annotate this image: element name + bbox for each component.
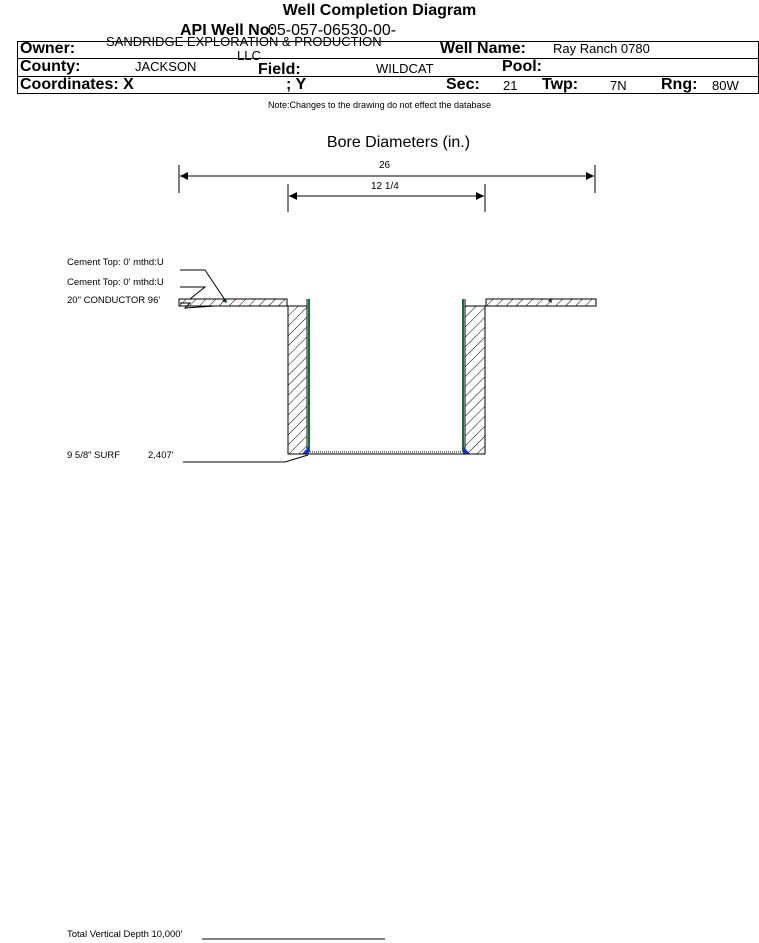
casing-shoe-markers: [302, 446, 470, 454]
owner-value: SANDRIDGE EXPLORATION & PRODUCTION: [106, 34, 382, 49]
surface-casing-string: [309, 299, 463, 452]
outer-diameter-label: 26: [379, 160, 391, 171]
inner-diameter-dimension: [288, 184, 485, 212]
owner-value-cont: LLC: [237, 48, 261, 63]
coord-x-label: Coordinates: X: [20, 76, 134, 93]
sec-label: Sec:: [446, 76, 480, 93]
diagram-title: Well Completion Diagram: [282, 2, 477, 19]
hole-bottom: [288, 452, 485, 454]
owner-label: Owner:: [20, 40, 76, 57]
pool-label: Pool:: [502, 58, 542, 75]
well-name-value: Ray Ranch 0780: [553, 41, 650, 56]
annotation-leaders: [180, 270, 385, 939]
inner-diameter-label: 12 1/4: [371, 181, 399, 192]
database-note: Note:Changes to the drawing do not effect the database: [268, 100, 491, 110]
field-label: Field:: [258, 61, 301, 78]
total-depth-label: Total Vertical Depth 10,000': [67, 929, 183, 940]
rng-label: Rng:: [661, 76, 698, 93]
surface-depth-label: 2,407': [148, 450, 174, 461]
field-value: WILDCAT: [376, 61, 434, 76]
bore-diameters-title: Bore Diameters (in.): [326, 134, 471, 151]
cement-top-label-2: Cement Top: 0' mthd:U: [67, 277, 164, 288]
county-label: County:: [20, 58, 81, 75]
well-name-label: Well Name:: [440, 40, 526, 57]
coord-y-label: ; Y: [286, 76, 307, 93]
conductor-cement: [179, 298, 596, 306]
conductor-label: 20" CONDUCTOR 96': [67, 295, 161, 306]
outer-diameter-dimension: [179, 165, 595, 193]
api-value: 05-057-06530-00-: [268, 22, 397, 39]
surface-casing-cement: [288, 299, 485, 454]
twp-value: 7N: [610, 78, 627, 93]
sec-value: 21: [503, 78, 518, 93]
cement-top-label-1: Cement Top: 0' mthd:U: [67, 257, 164, 268]
rng-value: 80W: [712, 78, 739, 93]
surface-casing-label: 9 5/8" SURF: [67, 450, 121, 461]
twp-label: Twp:: [542, 76, 579, 93]
county-value: JACKSON: [135, 59, 197, 74]
api-label: API Well No:: [180, 22, 275, 39]
